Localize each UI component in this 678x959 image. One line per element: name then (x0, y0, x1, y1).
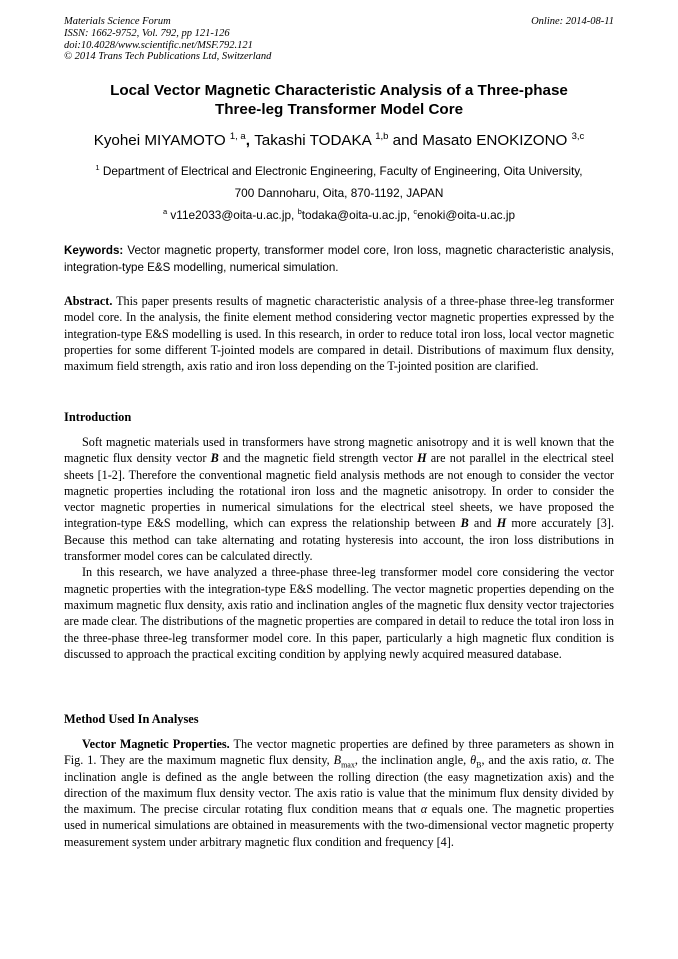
journal-header (64, 16, 271, 63)
author-3-affil: 3,c (571, 131, 585, 142)
abstract-label: Abstract. (64, 294, 113, 308)
method-body (64, 736, 614, 850)
title-line-1: Local Vector Magnetic Characteristic Analysis of a Three-phase (110, 82, 568, 99)
introduction-body (64, 434, 614, 662)
abstract (64, 293, 614, 374)
keywords-text: Vector magnetic property, transformer model core, Iron loss, magnetic characteristic analysis, integration-type E&S modelling, numerical simulation. (64, 244, 614, 274)
author-separator: and (388, 132, 423, 149)
paragraph: Vector Magnetic Properties. The vector magnetic properties are defined by three parameters as shown in Fig. 1. They are the maximum magnetic flux density, $B_{max}$, the inclination angle, $\theta_B$, and the axis ratio, α. The inclination angle is defined as the angle between the rolling direction (the easy magnetization axis) and the direction of the maximum flux density vector. The axis ratio is value that the minimum flux density divided by the maximum. The precise circular rotating flux condition means that α equals one. The magnetic properties used in numerical simulations are obtained in measurements with the two-dimensional vector magnetic property measurement system under arbitrary magnetic flux condition and frequency [4]. (64, 737, 615, 849)
issn-line: ISSN: 1662-9752, Vol. 792, pp 121-126 (64, 27, 230, 39)
paragraph: In this research, we have analyzed a three-phase three-leg transformer model core considering the vector magnetic properties with the integration-type E&S modelling. The vector magnetic properties depending on the maximum magnetic flux density, axis ratio and inclination angles of the magnetic flux density vector trajectories are made clear. The distributions of the magnetic properties are compared in detail to reduce the total iron loss in the three-phase three-leg transformer model core. In this paper, particularly a high magnetic flux condition is discussed to approach the practical exciting condition by applying newly acquired measured database. (64, 565, 614, 661)
affiliation-mark: 1 (95, 163, 100, 172)
affiliation-line-1: $^1$ Department of Electrical and Electronic Engineering, Faculty of Engineering, Oita University, (95, 163, 583, 178)
email-a[interactable]: v11e2033@oita-u.ac.jp, (167, 208, 298, 222)
author-1-affil: 1, a (229, 131, 246, 142)
email-b[interactable]: todaka@oita-u.ac.jp, (301, 208, 414, 222)
email-line: $^a$ v11e2033@oita-u.ac.jp, $^b$todaka@oita-u.ac.jp, $^c$enoki@oita-u.ac.jp (162, 207, 516, 222)
email-c[interactable]: enoki@oita-u.ac.jp (417, 208, 516, 222)
affiliation-line-2: 700 Dannoharu, Oita, 870-1192, JAPAN (234, 186, 444, 200)
online-date: Online: 2014-08-11 (531, 16, 614, 27)
run-in-heading: Vector Magnetic Properties. (82, 737, 230, 751)
paragraph: Soft magnetic materials used in transformers have strong magnetic anisotropy and it is well known that the magnetic flux density vector B and the magnetic field strength vector H are not parallel in the electrical steel sheets [1-2]. Therefore the conventional magnetic field analysis methods are not enough to consider the vector magnetic properties including the rotational iron loss and the magnetic anisotropy. In order to consider the vector magnetic properties in numerical simulations for the electrical steel sheets, we have proposed the integration-type E&S modelling, which can express the relationship between B and H more accurately [3]. Because this method can take alternating and rotating hysteresis into account, the iron loss distributions in transformer model cores can be calculated directly. (64, 435, 615, 564)
abstract-text: This paper presents results of magnetic characteristic analysis of a three-phase three-leg transformer model core. In the analysis, the finite element method considering vector magnetic properties expressed by the integration-type E&S modelling is used. In this research, in order to reduce total iron loss, local vector magnetic properties for some different T-jointed models are compared in detail. Distributions of maximum flux density, maximum field strength, axis ratio and iron loss depending on the T-jointed position are clarified. (64, 294, 614, 374)
keywords (64, 243, 614, 276)
section-heading-introduction: Introduction (64, 410, 132, 424)
author-2: Takashi TODAKA (254, 132, 371, 149)
paper-title (40, 81, 638, 119)
copyright-line: © 2014 Trans Tech Publications Ltd, Switzerland (64, 51, 272, 63)
keywords-label: Keywords: (64, 244, 124, 257)
author-list (30, 131, 648, 150)
section-heading-method: Method Used In Analyses (64, 712, 199, 726)
author-2-affil: 1,b (375, 131, 389, 142)
author-separator: , (245, 132, 255, 149)
author-1: Kyohei MIYAMOTO (93, 132, 226, 149)
author-3: Masato ENOKIZONO (422, 132, 568, 149)
title-line-2: Three-leg Transformer Model Core (214, 101, 464, 118)
doi-line: doi:10.4028/www.scientific.net/MSF.792.121 (64, 39, 253, 51)
journal-name: Materials Science Forum (64, 16, 171, 27)
